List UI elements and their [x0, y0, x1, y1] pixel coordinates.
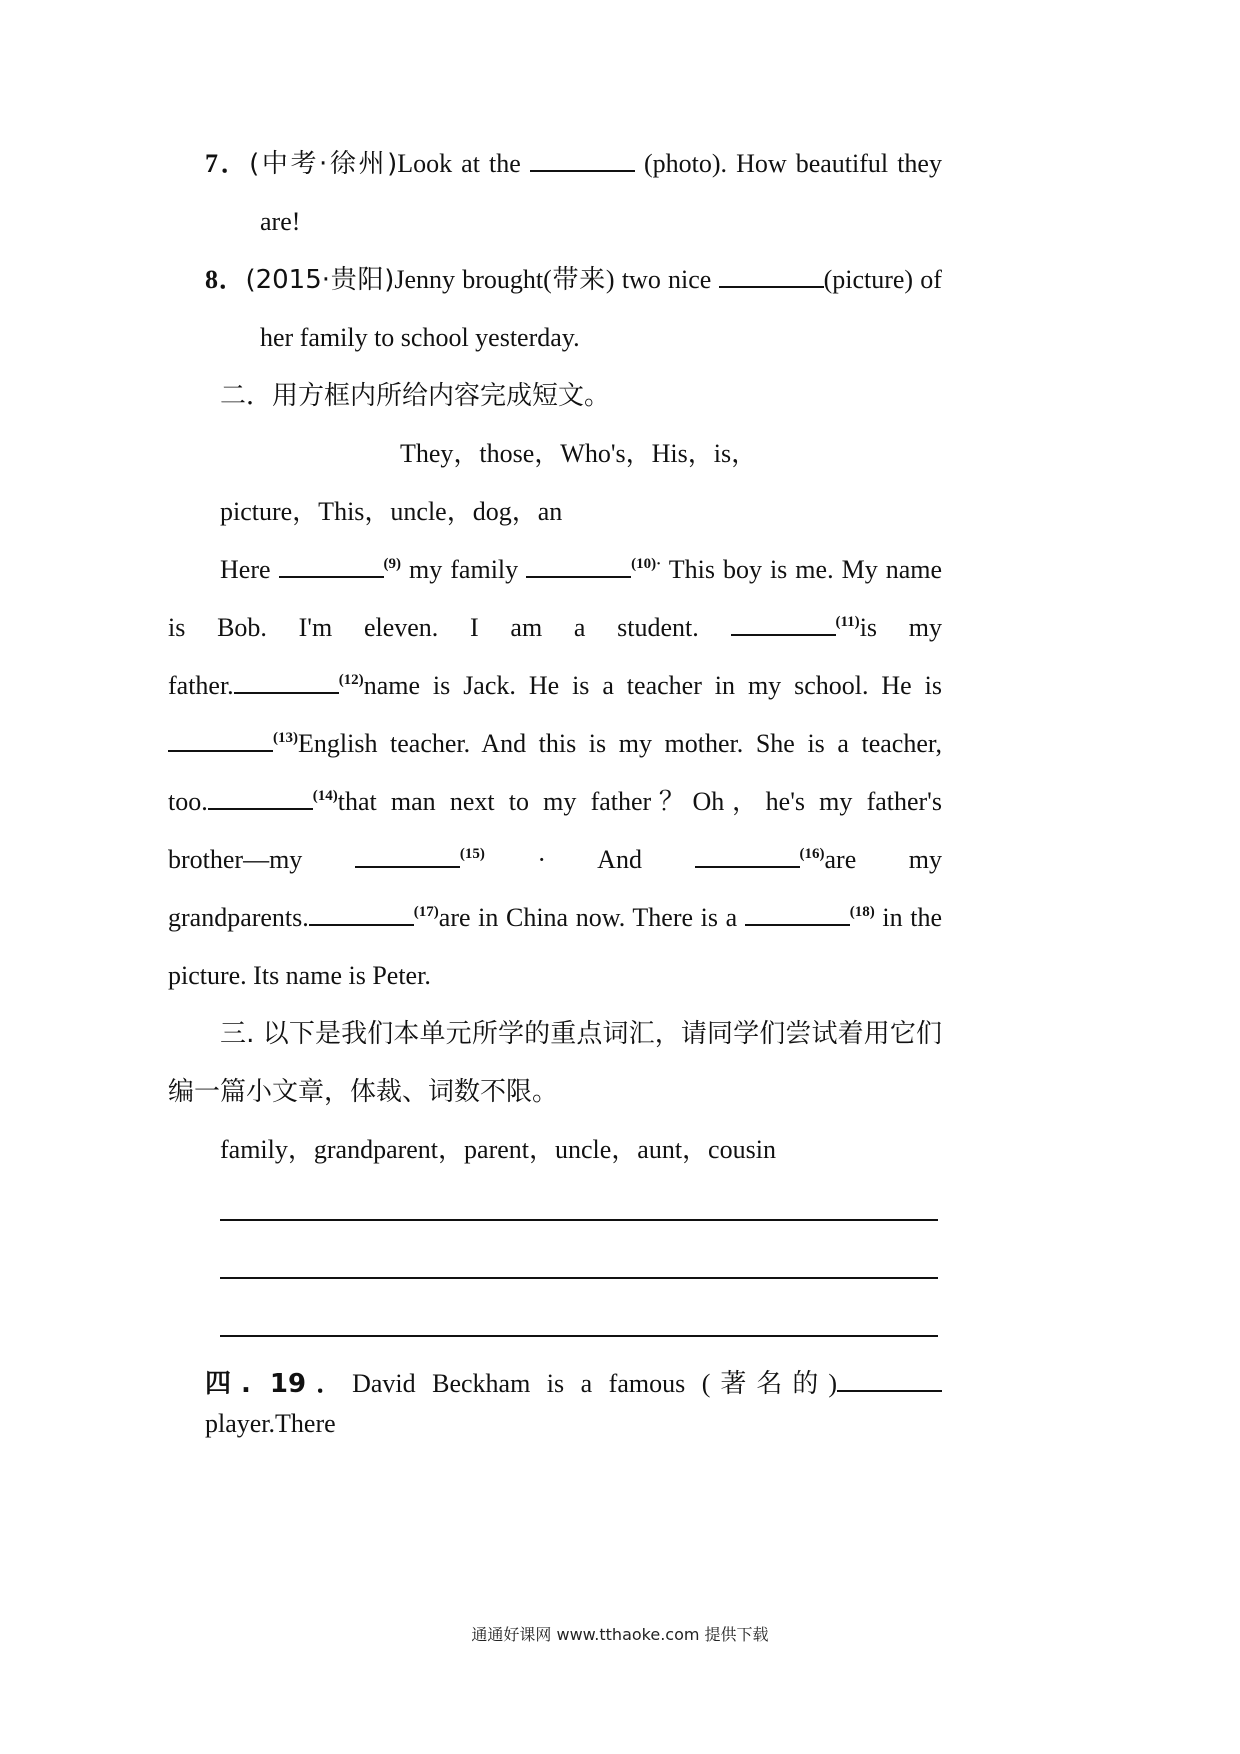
answer-blank-12[interactable]: [234, 668, 339, 694]
answer-blank-8[interactable]: [719, 262, 824, 288]
answer-blank-9[interactable]: [279, 552, 384, 578]
passage-text: are my: [824, 845, 943, 874]
passage-text: name is Jack. He is a teacher in my school. He is: [363, 671, 942, 700]
question-7-hint: (photo). How beautiful they: [634, 149, 942, 178]
question-7-line2: are!: [260, 207, 301, 236]
question-7-source: (中考·徐州): [249, 149, 398, 179]
passage-text: This boy is me. My name: [661, 555, 943, 584]
answer-blank-17[interactable]: [309, 900, 414, 926]
question-8-line1: [205, 260, 942, 300]
passage-text: my family: [401, 555, 527, 584]
passage-line6: [168, 840, 942, 880]
passage-line1: [220, 550, 942, 590]
writing-line-2[interactable]: [220, 1277, 938, 1279]
question-7-line1: [205, 144, 942, 184]
blank-number-9: (9): [383, 556, 402, 572]
passage-text: is Bob. I'm eleven. I am a student.: [168, 613, 731, 642]
passage-text: that man next to my father？Oh，he's my father's: [337, 787, 942, 816]
question-8-number: 8．: [205, 265, 246, 294]
blank-number-17: (17): [413, 904, 439, 920]
passage-text: English teacher. And this is my mother. She is a teacher,: [298, 729, 942, 758]
blank-number-10: (10)·: [631, 556, 662, 572]
blank-number-18: (18): [849, 904, 875, 920]
section-3-heading-line1: 三. 以下是我们本单元所学的重点词汇，请同学们尝试着用它们: [220, 1019, 942, 1049]
question-8-hint: (picture) of: [823, 265, 942, 294]
answer-blank-15[interactable]: [355, 842, 460, 868]
section-3-heading-line2: 编一篇小文章，体裁、词数不限。: [168, 1077, 559, 1107]
passage-line8: picture. Its name is Peter.: [168, 961, 431, 990]
passage-line4: [168, 724, 942, 764]
section-4-label: 四. 19．: [205, 1369, 353, 1399]
question-7-number: 7．: [205, 149, 250, 178]
passage-text: father.: [168, 671, 234, 700]
passage-line2: [168, 608, 942, 648]
question-8-text: Jenny brought(带来) two nice: [394, 265, 719, 294]
writing-line-3[interactable]: [220, 1335, 938, 1337]
blank-number-14: (14): [312, 788, 338, 804]
answer-blank-14[interactable]: [208, 784, 313, 810]
word-box-line2: picture，This，uncle，dog，an: [220, 497, 563, 526]
question-19-text-end: player.There: [205, 1409, 336, 1438]
question-19-line: [205, 1364, 942, 1438]
question-8-line2: her family to school yesterday.: [260, 323, 580, 352]
vocabulary-list: family，grandparent，parent，uncle，aunt，cousin: [220, 1135, 776, 1164]
passage-text: grandparents.: [168, 903, 309, 932]
passage-text: is my: [859, 613, 942, 642]
answer-blank-16[interactable]: [695, 842, 800, 868]
question-19-text: David Beckham is a famous (著名的): [352, 1369, 837, 1398]
answer-blank-7[interactable]: [530, 146, 635, 172]
blank-number-13: (13): [273, 730, 298, 746]
answer-blank-11[interactable]: [731, 610, 836, 636]
footer-watermark: 通通好课网 www.tthaoke.com 提供下载: [471, 1625, 769, 1644]
answer-blank-10[interactable]: [526, 552, 631, 578]
passage-text: brother—my: [168, 845, 355, 874]
writing-line-1[interactable]: [220, 1219, 938, 1221]
passage-text: too.: [168, 787, 208, 816]
passage-text: are in China now. There is a: [438, 903, 745, 932]
passage-line5: [168, 782, 942, 822]
word-box-line1: They，those，Who's，His，is，: [400, 439, 758, 468]
answer-blank-13[interactable]: [168, 726, 273, 752]
passage-text: Here: [220, 555, 279, 584]
passage-text: · And: [484, 845, 695, 874]
passage-line3: [168, 666, 942, 706]
question-8-source: (2015·贵阳): [245, 265, 395, 295]
blank-number-16: (16): [799, 846, 825, 862]
blank-number-15: (15): [459, 846, 485, 862]
passage-line7: [168, 898, 942, 938]
section-2-heading: 二．用方框内所给内容完成短文。: [220, 381, 611, 411]
answer-blank-19[interactable]: [837, 1366, 942, 1392]
passage-text: in the: [874, 903, 942, 932]
answer-blank-18[interactable]: [745, 900, 850, 926]
blank-number-11: (11): [835, 614, 860, 630]
question-7-text: Look at the: [397, 149, 530, 178]
blank-number-12: (12): [338, 672, 364, 688]
